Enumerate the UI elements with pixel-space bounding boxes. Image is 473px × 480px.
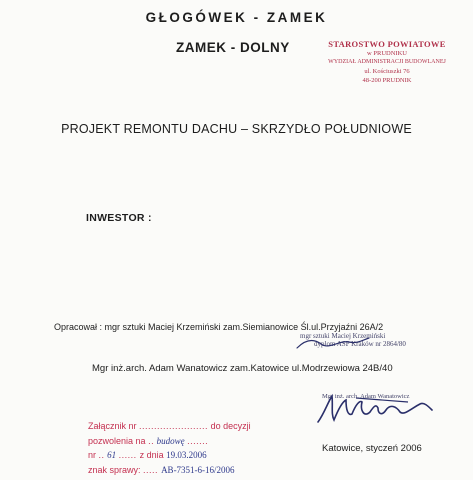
office-stamp-line1: STAROSTWO POWIATOWE [328,39,446,49]
author-line-2: Mgr inż.arch. Adam Wanatowicz zam.Katowice ul.Modrzewiowa 24B/40 [92,363,393,374]
decision-number-label: nr [88,450,97,460]
dotted-line: ....................... [139,421,209,431]
case-reference-label: znak sprawy: [88,464,141,475]
office-stamp-line2: w PRUDNIKU [367,50,407,57]
attachment-decision-label: do decyzji [210,421,251,431]
dotted-line: ..... [143,464,162,475]
author-stamp-2: Mgr inż. arch. Adam Wanatowicz [322,393,410,400]
case-reference-value: AB-7351-6-16/2006 [161,464,235,475]
document-title: GŁOGÓWEK - ZAMEK [145,10,328,25]
author-line-1: Opracował : mgr sztuki Maciej Krzemiński zam.Siemianowice Śl.ul.Przyjaźni 26A/2 [54,322,384,332]
office-stamp-line3: WYDZIAŁ ADMINISTRACJI BUDOWLANEJ [328,59,446,65]
office-stamp-line4: ul. Kościuszki 76 [364,68,410,75]
decision-number-value: 61 [107,450,117,460]
dotted-line: ...... [118,450,140,460]
investor-label: INWESTOR : [86,212,152,224]
project-title: PROJEKT REMONTU DACHU – SKRZYDŁO POŁUDNIOWE [61,122,412,136]
signature-mark-icon [293,334,373,354]
decision-date-value: 19.03.2006 [166,450,207,460]
document-subtitle: ZAMEK - DOLNY [176,40,290,55]
permit-type-value: budowę [156,435,185,446]
dotted-line: ....... [187,435,209,446]
signature-icon [316,392,436,428]
attachment-stamp [88,419,251,477]
author-stamp-1-line2: dyplom ASP Kraków nr 2864/80 [314,340,406,348]
office-stamp [312,40,462,85]
dotted-line: .. [148,435,155,446]
dotted-line: .. [98,450,105,460]
permit-label: pozwolenia na [88,435,146,446]
decision-date-label: z dnia [139,450,164,460]
attachment-number-label: Załącznik nr [88,421,137,431]
author-stamp-1-line1: mgr sztuki Maciej Krzemiński [300,332,386,340]
office-stamp-line5: 48-200 PRUDNIK [362,77,412,84]
place-date: Katowice, styczeń 2006 [322,443,422,454]
